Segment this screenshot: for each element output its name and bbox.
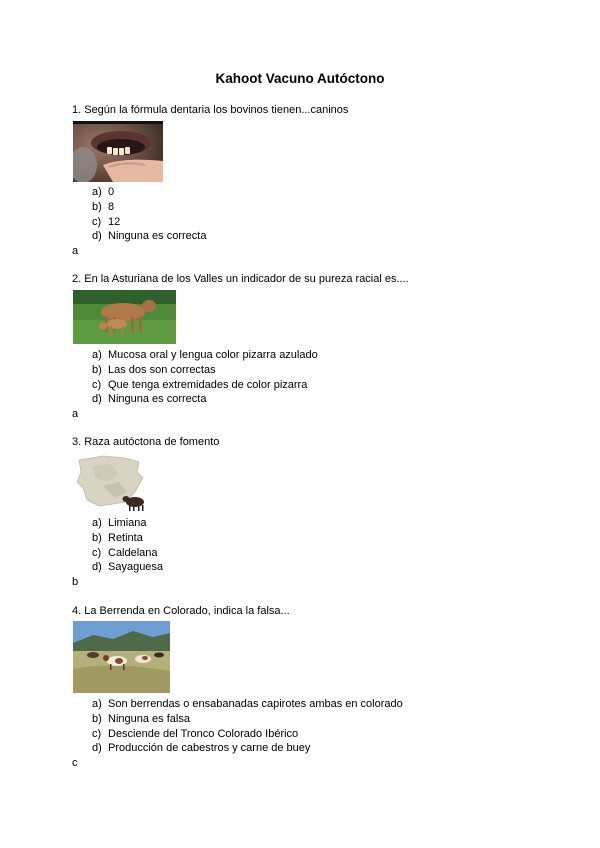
- option-c: c) 12: [92, 215, 121, 228]
- option-b: b) Las dos son correctas: [92, 363, 216, 376]
- option-b: b) 8: [92, 200, 115, 213]
- question-3-answer: b: [72, 576, 79, 588]
- question-3-text: 3. Raza autóctona de fomento: [72, 436, 220, 448]
- document-title: Kahoot Vacuno Autóctono: [215, 71, 385, 86]
- question-4-options: [92, 697, 403, 756]
- question-4-answer: c: [72, 757, 78, 769]
- option-d: d) Producción de cabestros y carne de buey: [92, 742, 311, 755]
- question-1-image: [73, 121, 163, 187]
- option-a: a) 0: [92, 186, 115, 198]
- question-2-text: 2. En la Asturiana de los Valles un indicador de su pureza racial es....: [72, 273, 409, 285]
- option-a: a) Mucosa oral y lengua color pizarra azulado: [92, 349, 318, 361]
- option-d: d) Ninguna es correcta: [92, 393, 207, 406]
- question-4-image: [73, 621, 170, 698]
- question-2-answer: a: [72, 408, 79, 420]
- option-b: b) Ninguna es falsa: [92, 712, 190, 725]
- option-c: c) Caldelana: [92, 546, 158, 559]
- option-c: c) Desciende del Tronco Colorado Ibérico: [92, 727, 299, 740]
- question-1-options: [92, 185, 206, 244]
- question-3-image: [73, 452, 153, 517]
- option-a: a) Limiana: [92, 517, 147, 529]
- question-3-options: [92, 516, 163, 575]
- option-a: a) Son berrendas o ensabanadas capirotes ambas en colorado: [92, 698, 403, 710]
- option-d: d) Sayaguesa: [92, 561, 164, 574]
- option-b: b) Retinta: [92, 531, 143, 544]
- question-1-answer: a: [72, 245, 79, 257]
- question-2-options: [92, 348, 318, 407]
- option-c: c) Que tenga extremidades de color pizarra: [92, 378, 308, 391]
- question-1-text: 1. Según la fórmula dentaria los bovinos tienen...caninos: [72, 104, 349, 116]
- question-2-image: [73, 290, 176, 349]
- option-d: d) Ninguna es correcta: [92, 230, 207, 243]
- question-4-text: 4. La Berrenda en Colorado, indica la falsa...: [72, 605, 290, 617]
